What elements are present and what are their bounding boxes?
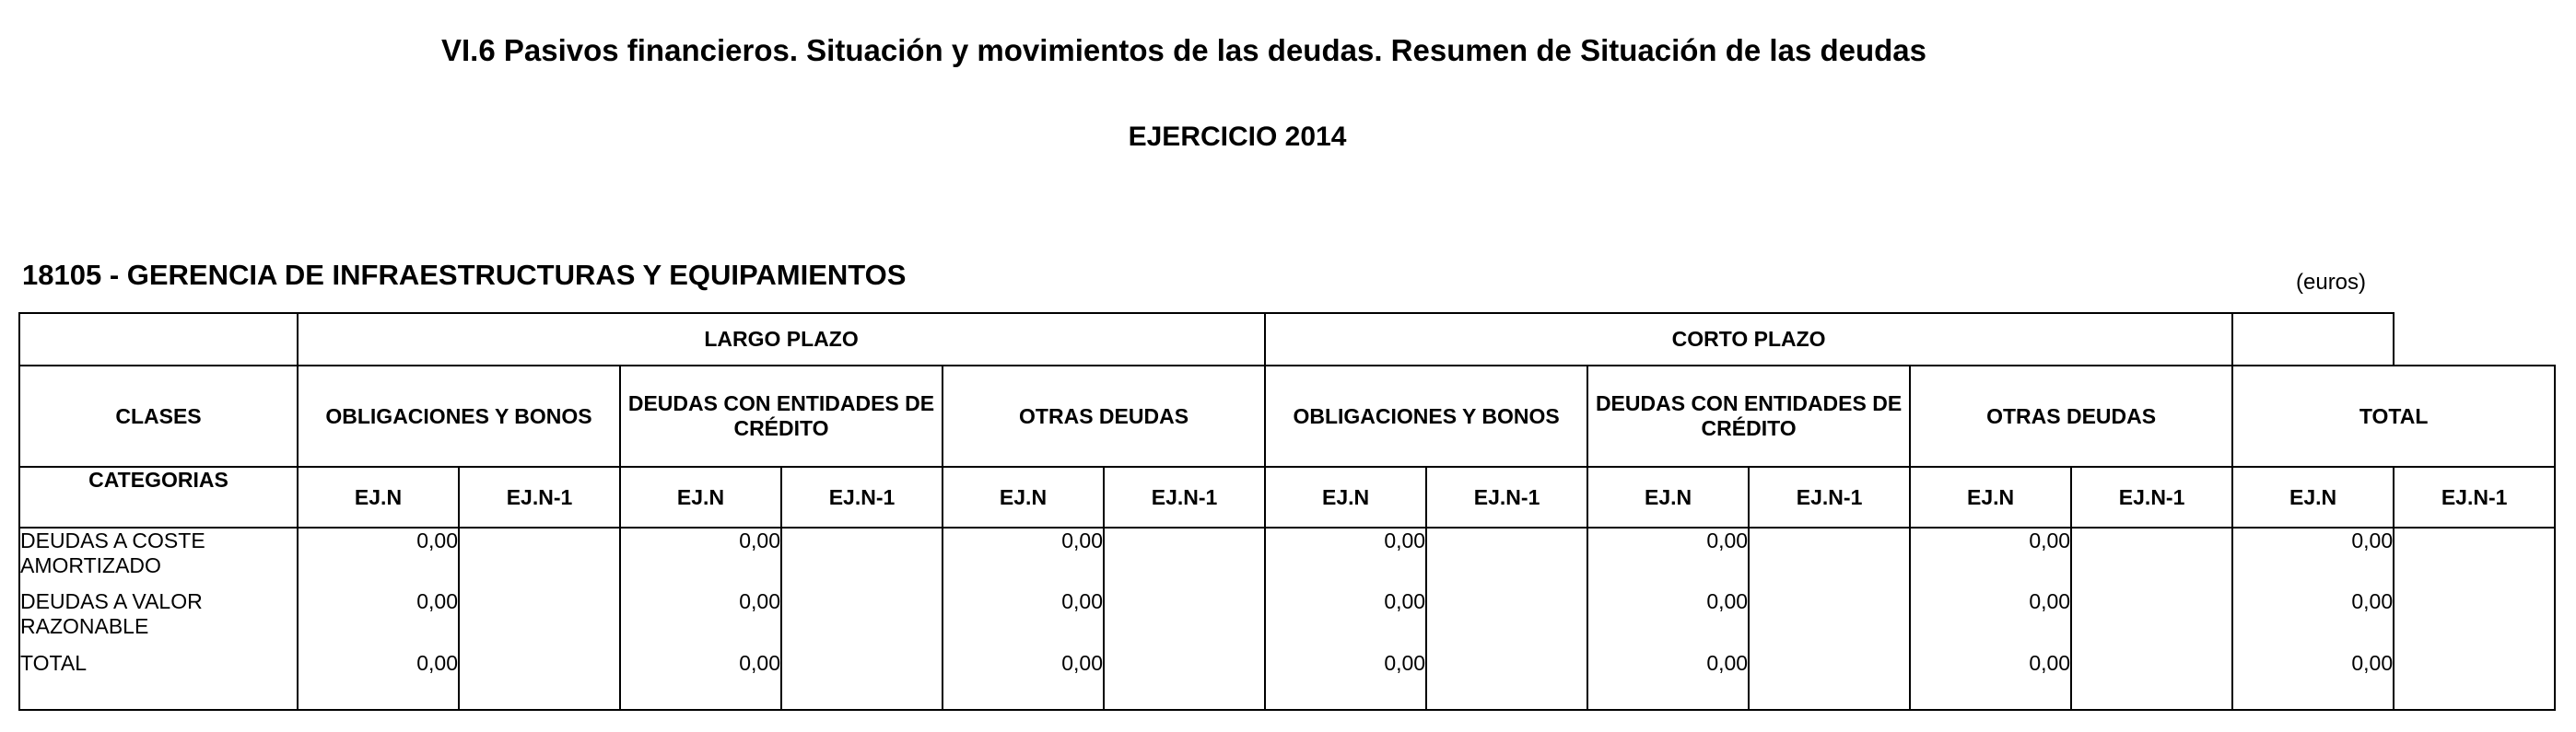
- value-cell-current-year: 0,00: [2232, 528, 2394, 589]
- cp-bank-debt-header: DEUDAS CON ENTIDADES DE CRÉDITO: [1587, 366, 1910, 467]
- row-label: DEUDAS A VALOR RAZONABLE: [19, 589, 298, 651]
- subheader-prior-year: EJ.N-1: [459, 467, 620, 528]
- lp-bonds-header: OBLIGACIONES Y BONOS: [298, 366, 620, 467]
- value-cell-prior-year: [2394, 651, 2555, 710]
- subheader-current-year: EJ.N: [1265, 467, 1426, 528]
- value-cell-prior-year: [781, 528, 943, 589]
- value-cell-current-year: 0,00: [2232, 651, 2394, 710]
- value-cell-current-year: 0,00: [1265, 651, 1426, 710]
- fiscal-year-heading: EJERCICIO 2014: [1128, 122, 1347, 152]
- value-cell-current-year: 0,00: [298, 528, 459, 589]
- total-header: TOTAL: [2232, 366, 2555, 467]
- value-cell-prior-year: [459, 651, 620, 710]
- lp-bank-debt-header: DEUDAS CON ENTIDADES DE CRÉDITO: [620, 366, 943, 467]
- table-row: [19, 651, 2555, 710]
- lp-other-debt-header: OTRAS DEUDAS: [943, 366, 1265, 467]
- subheader-prior-year: EJ.N-1: [2394, 467, 2555, 528]
- value-cell-prior-year: [459, 589, 620, 651]
- group-header-row: [19, 313, 2555, 366]
- value-cell-prior-year: [1749, 528, 1910, 589]
- value-cell-current-year: 0,00: [1265, 589, 1426, 651]
- subheader-prior-year: EJ.N-1: [1749, 467, 1910, 528]
- value-cell-current-year: 0,00: [1910, 651, 2071, 710]
- row-label: DEUDAS A COSTE AMORTIZADO: [19, 528, 298, 589]
- cp-other-debt-header: OTRAS DEUDAS: [1910, 366, 2232, 467]
- table-row: [19, 528, 2555, 589]
- subheader-current-year: EJ.N: [2232, 467, 2394, 528]
- value-cell-prior-year: [2071, 589, 2232, 651]
- value-cell-current-year: 0,00: [1587, 651, 1749, 710]
- cp-bonds-header: OBLIGACIONES Y BONOS: [1265, 366, 1587, 467]
- value-cell-prior-year: [1426, 651, 1587, 710]
- value-cell-prior-year: [1749, 589, 1910, 651]
- value-cell-prior-year: [2071, 651, 2232, 710]
- value-cell-prior-year: [1104, 589, 1265, 651]
- value-cell-current-year: 0,00: [620, 589, 781, 651]
- value-cell-current-year: 0,00: [943, 651, 1104, 710]
- subheader-current-year: EJ.N: [298, 467, 459, 528]
- subheader-prior-year: EJ.N-1: [2071, 467, 2232, 528]
- value-cell-prior-year: [2394, 528, 2555, 589]
- value-cell-current-year: 0,00: [620, 528, 781, 589]
- subheader-current-year: EJ.N: [1587, 467, 1749, 528]
- value-cell-prior-year: [781, 589, 943, 651]
- value-cell-current-year: 0,00: [298, 651, 459, 710]
- entity-heading: 18105 - GERENCIA DE INFRAESTRUCTURAS Y EQUIPAMIENTOS: [22, 259, 907, 291]
- value-cell-prior-year: [1426, 528, 1587, 589]
- subheader-current-year: EJ.N: [620, 467, 781, 528]
- debt-summary-table: [18, 312, 2556, 711]
- value-cell-current-year: 0,00: [943, 589, 1104, 651]
- column-group-row: [19, 366, 2555, 467]
- sub-header-row: [19, 467, 2555, 528]
- value-cell-prior-year: [1426, 589, 1587, 651]
- categories-header: CATEGORIAS: [19, 467, 298, 528]
- value-cell-prior-year: [2071, 528, 2232, 589]
- subheader-current-year: EJ.N: [943, 467, 1104, 528]
- value-cell-current-year: 0,00: [1910, 528, 2071, 589]
- value-cell-current-year: 0,00: [2232, 589, 2394, 651]
- value-cell-current-year: 0,00: [1265, 528, 1426, 589]
- subheader-prior-year: EJ.N-1: [781, 467, 943, 528]
- value-cell-current-year: 0,00: [1910, 589, 2071, 651]
- value-cell-current-year: 0,00: [1587, 528, 1749, 589]
- subheader-current-year: EJ.N: [1910, 467, 2071, 528]
- long-term-header: LARGO PLAZO: [298, 313, 1265, 366]
- currency-unit-label: (euros): [2296, 270, 2367, 295]
- short-term-header: CORTO PLAZO: [1265, 313, 2232, 366]
- value-cell-current-year: 0,00: [298, 589, 459, 651]
- value-cell-prior-year: [781, 651, 943, 710]
- subheader-prior-year: EJ.N-1: [1104, 467, 1265, 528]
- total-group-blank: [2232, 313, 2394, 366]
- value-cell-prior-year: [2394, 589, 2555, 651]
- subheader-prior-year: EJ.N-1: [1426, 467, 1587, 528]
- value-cell-current-year: 0,00: [1587, 589, 1749, 651]
- report-title: VI.6 Pasivos financieros. Situación y movimientos de las deudas. Resumen de Situación de las deudas: [440, 33, 1927, 67]
- header-corner-cell: [19, 313, 298, 366]
- value-cell-current-year: 0,00: [620, 651, 781, 710]
- value-cell-prior-year: [459, 528, 620, 589]
- row-label: TOTAL: [19, 651, 298, 710]
- value-cell-prior-year: [1749, 651, 1910, 710]
- value-cell-prior-year: [1104, 651, 1265, 710]
- classes-header: CLASES: [19, 366, 298, 467]
- table-row: [19, 589, 2555, 651]
- value-cell-current-year: 0,00: [943, 528, 1104, 589]
- value-cell-prior-year: [1104, 528, 1265, 589]
